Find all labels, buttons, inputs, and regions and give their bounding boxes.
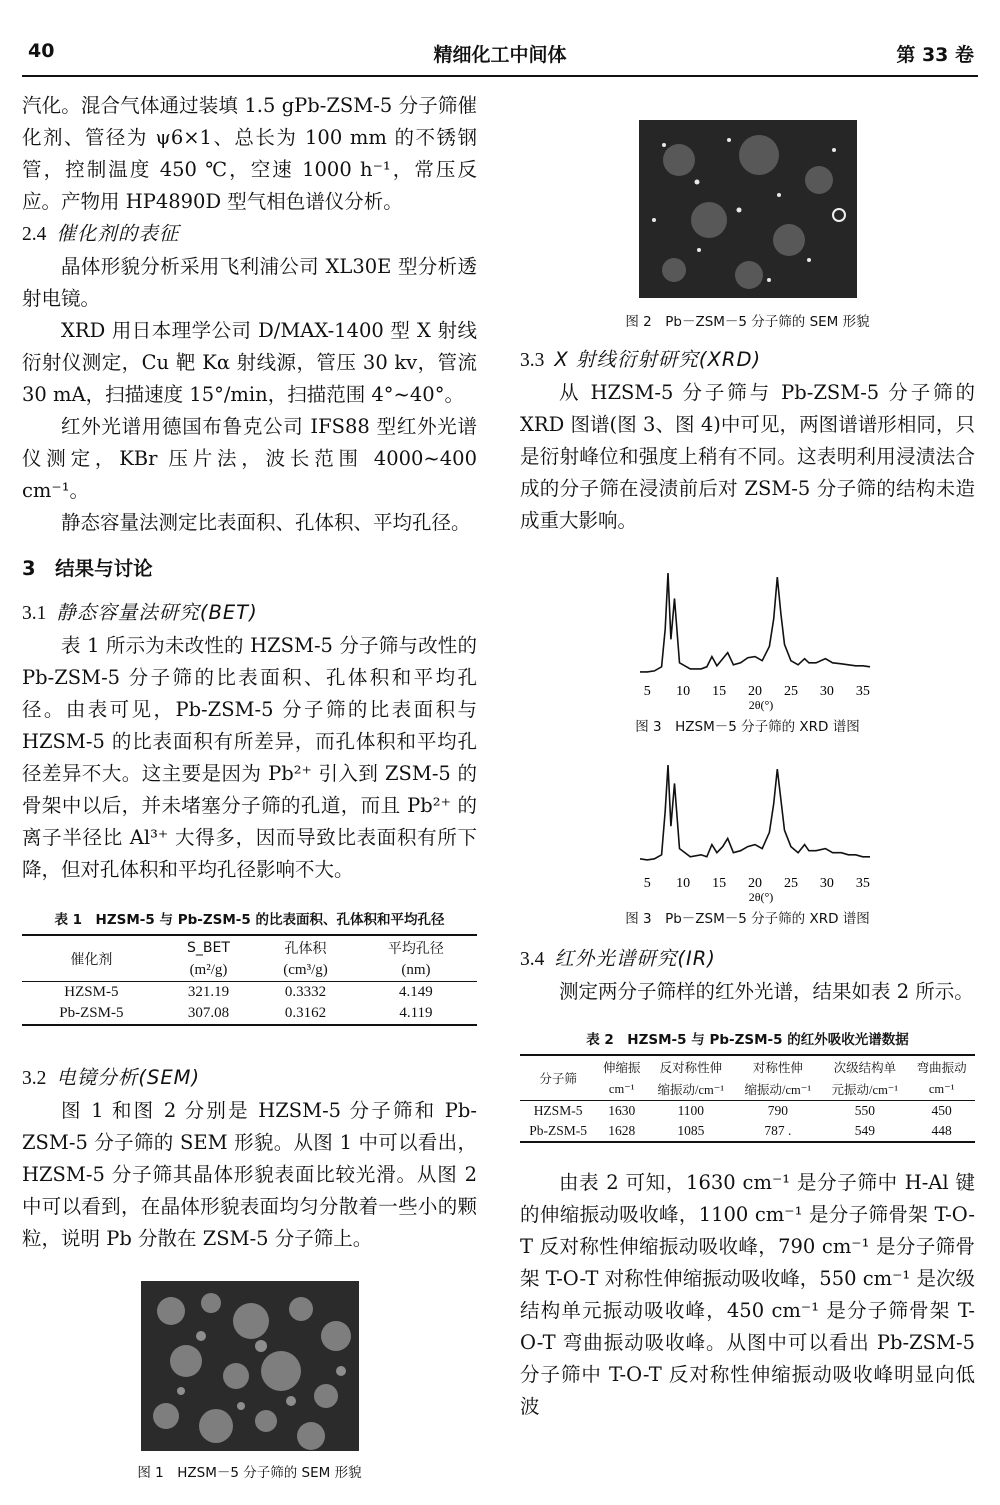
right-column [520,90,975,1423]
xrd-chart-pbzsm5 [520,755,975,905]
unit-cell: 缩振动/cm⁻¹ [657,1083,725,1097]
figure-1 [22,1281,477,1481]
paragraph: 静态容量法测定比表面积、孔体积、平均孔径。 [61,511,471,534]
column-header: S_BET [161,935,256,960]
x-tick-label: 15 [712,684,727,699]
table-caption: 表 1 HZSM-5 与 Pb-ZSM-5 的比表面积、孔体积和平均孔径 [54,912,445,928]
column-header: 次级结构单 [821,1055,908,1078]
page-number: 40 [28,40,55,62]
section-heading-3-4: 3.4 红外光谱研究(IR) [520,947,716,970]
table-caption: 表 2 HZSM-5 与 Pb-ZSM-5 的红外吸收光谱数据 [586,1032,909,1048]
x-tick-label: 35 [855,876,870,891]
paragraph: 晶体形貌分析采用飞利浦公司 XL30E 型分析透射电镜。 [22,255,477,310]
unit-cell: (cm³/g) [283,962,328,978]
xrd-series-line [640,573,870,672]
x-tick-label: 20 [748,876,762,891]
figure-caption: 图 2 Pb－ZSM－5 分子筛的 SEM 形貌 [625,314,870,330]
x-tick-label: 10 [676,684,691,699]
volume-label: 第 33 卷 [896,44,974,66]
figure-3 [520,563,975,735]
x-tick-label: 25 [783,684,798,699]
column-header: 反对称性伸 [647,1055,734,1078]
x-tick-label: 30 [819,876,834,891]
unit-cell: 缩振动/cm⁻¹ [744,1083,812,1097]
sem-texture [639,120,857,298]
paragraph: 表 1 所示为未改性的 HZSM-5 分子筛与改性的 Pb-ZSM-5 分子筛的比表面积、孔体积和平均孔径。由表可见，Pb-ZSM-5 分子筛的比表面积与 HZSM-5 的比表面积有所差异，而孔体积和平均孔径差异不大。这主要是因为 Pb²⁺ 引入到 ZSM-5 的骨架中以后，并未堵塞分子筛的孔道，而且 Pb²⁺ 的离子半径比 Al³⁺ 大得多，因而导致比表面积有所下降，但对孔体积和平均孔径影响不大。 [22,634,477,881]
xrd-chart-hzsm5 [520,563,975,713]
sem-image-hzsm5 [141,1281,359,1451]
journal-title: 精细化工中间体 [433,44,567,66]
paragraph: 从 HZSM-5 分子筛与 Pb-ZSM-5 分子筛的 XRD 图谱(图 3、图 4)中可见，两图谱谱形相同，只是衍射峰位和强度上稍有不同。这表明利用浸渍法合成的分子筛在浸渍前后对 ZSM-5 分子筛的结构未造成重大影响。 [520,381,975,532]
column-header: 分子筛 [520,1055,596,1101]
x-tick-label: 5 [643,684,651,699]
x-tick-label: 10 [676,876,691,891]
x-tick-label: 20 [748,684,762,699]
x-tick-label: 5 [643,876,651,891]
table-row: Pb-ZSM-5 1628 1085 787 . 549 448 [520,1121,975,1142]
column-header: 伸缩振 [596,1055,647,1078]
paragraph: XRD 用日本理学公司 D/MAX-1400 型 X 射线衍射仪测定，Cu 靶 Kα 射线源，管压 30 kv，管流 30 mA，扫描速度 15°/min，扫描范围 4°~40°。 [22,319,477,406]
sem-image-pbzsm5 [639,120,857,298]
section-heading-3: 3 结果与讨论 [22,557,153,580]
left-column [22,90,477,1481]
figure-4 [520,755,975,927]
x-tick-label: 25 [783,876,798,891]
paragraph: 由表 2 可知，1630 cm⁻¹ 是分子筛中 H-Al 键的伸缩振动吸收峰，1100 cm⁻¹ 是分子筛骨架 T-O-T 反对称性伸缩振动吸收峰，790 cm⁻¹ 是分子筛骨架 T-O-T 对称性伸缩振动吸收峰，550 cm⁻¹ 是次级结构单元振动吸收峰，450 cm⁻¹ 是分子筛骨架 T-O-T 弯曲振动吸收峰。从图中可以看出 Pb-ZSM-5 分子筛中 T-O-T 反对称性伸缩振动吸收峰明显向低波 [520,1171,975,1418]
figure-caption: 图 1 HZSM－5 分子筛的 SEM 形貌 [137,1465,362,1481]
header-rule [22,75,978,77]
column-header: 弯曲振动 [908,1055,975,1078]
xrd-series-line [640,765,870,860]
data-table [22,934,477,1026]
column-header: 催化剂 [22,935,161,982]
table-row: Pb-ZSM-5 307.08 0.3162 4.119 [22,1003,477,1025]
data-table [520,1054,975,1143]
unit-cell: cm⁻¹ [608,1082,635,1096]
x-tick-label: 35 [855,684,870,699]
paragraph: 图 1 和图 2 分别是 HZSM-5 分子筛和 Pb-ZSM-5 分子筛的 SEM 形貌。从图 1 中可以看出，HZSM-5 分子筛其晶体形貌表面比较光滑。从图 2 中可以看到，在晶体形貌表面均匀分散着一些小的颗粒，说明 Pb 分散在 ZSM-5 分子筛上。 [22,1099,477,1250]
x-axis-label: 2θ(°) [748,890,774,904]
table-1 [22,908,477,1026]
table-row: HZSM-5 321.19 0.3332 4.149 [22,982,477,1004]
figure-caption: 图 3 HZSM－5 分子筛的 XRD 谱图 [635,719,860,735]
column-header: 平均孔径 [355,935,477,960]
section-heading-2-4: 2.4 催化剂的表征 [22,222,180,245]
sem-texture [141,1281,359,1451]
figure-caption: 图 3 Pb－ZSM－5 分子筛的 XRD 谱图 [625,911,870,927]
unit-cell: (nm) [401,962,431,978]
unit-cell: 元振动/cm⁻¹ [831,1083,899,1097]
running-header [22,40,978,70]
column-header: 对称性伸 [734,1055,821,1078]
x-axis-label: 2θ(°) [748,698,774,712]
x-tick-label: 15 [712,876,727,891]
section-heading-3-2: 3.2 电镜分析(SEM) [22,1066,201,1089]
x-tick-label: 30 [819,684,834,699]
paragraph: 汽化。混合气体通过装填 1.5 gPb-ZSM-5 分子筛催化剂、管径为 ψ6×1、总长为 100 mm 的不锈钢管，控制温度 450 ℃，空速 1000 h⁻¹，常压反应。产物用 HP4890D 型气相色谱仪分析。 [22,94,477,213]
table-2 [520,1028,975,1143]
table-row: HZSM-5 1630 1100 790 550 450 [520,1101,975,1122]
section-heading-3-3: 3.3 X 射线衍射研究(XRD) [520,348,762,371]
section-heading-3-1: 3.1 静态容量法研究(BET) [22,601,258,624]
unit-cell: (m²/g) [189,962,228,978]
paragraph: 红外光谱用德国布鲁克公司 IFS88 型红外光谱仪测定，KBr 压片法，波长范围 4000~400 cm⁻¹。 [22,415,477,502]
column-header: 孔体积 [256,935,355,960]
paragraph: 测定两分子筛样的红外光谱，结果如表 2 所示。 [559,980,974,1003]
unit-cell: cm⁻¹ [928,1082,955,1096]
figure-2 [520,120,975,330]
